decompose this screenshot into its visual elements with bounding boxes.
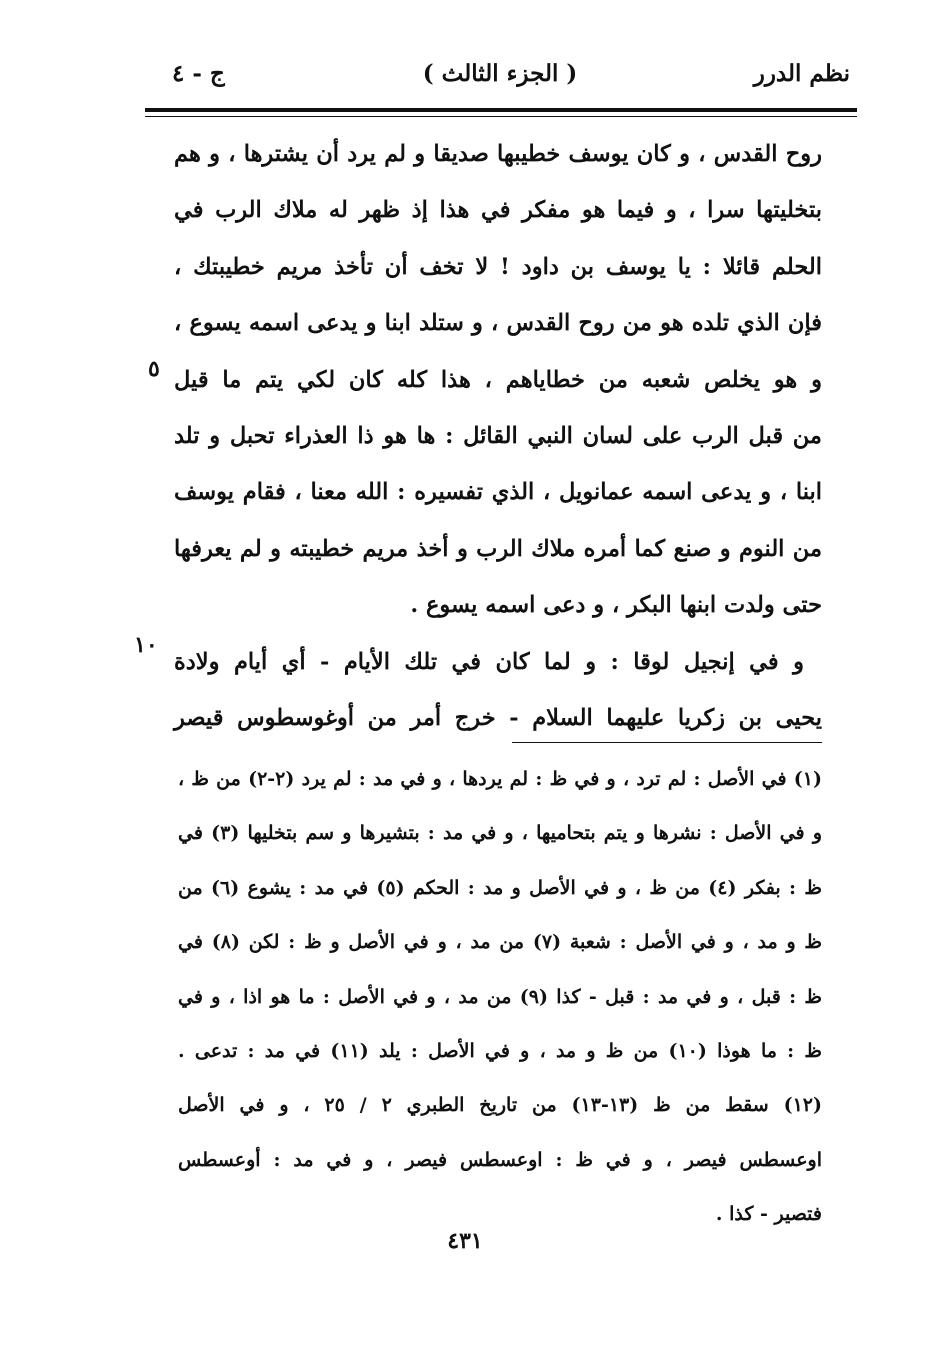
text-line: و في إنجيل لوقا : و لما كان في تلك الأيام - أي أيام ولادة xyxy=(174,648,804,675)
footnote-line: و في الأصل : نشرها و يتم بتحاميها ، و في مد : بتشيرها و سم بتخليها (٣) في xyxy=(178,822,822,845)
volume-number: ج - ٤ xyxy=(172,60,225,87)
book-title: نظم الدرر xyxy=(753,60,850,87)
text-line: من النوم و صنع كما أمره ملاك الرب و أخذ مريم خطيبته و لم يعرفها xyxy=(174,535,822,562)
footnote-line: ظ : ما هوذا (١٠) من ظ و مد ، و في الأصل : يلد (١١) في مد : تدعى . xyxy=(178,1039,822,1062)
text-line: ابنا ، و يدعى اسمه عمانويل ، الذي تفسيره : الله معنا ، فقام يوسف xyxy=(174,479,822,506)
header-rule-thick xyxy=(145,108,857,112)
text-line: الحلم قائلا : يا يوسف بن داود ! لا تخف أن تأخذ مريم خطيبتك ، xyxy=(174,253,822,280)
text-line: روح القدس ، و كان يوسف خطيبها صديقا و لم يرد أن يشترها ، و هم xyxy=(174,141,822,167)
text-line: و هو يخلص شعبه من خطاياهم ، هذا كله كان لكي يتم ما قيل xyxy=(174,366,822,393)
footnote-line: فتصير - كذا . xyxy=(715,1203,822,1226)
footnote-line: ظ و مد ، و في الأصل : شعبة (٧) من مد ، و في الأصل و ظ : لكن (٨) في xyxy=(178,931,822,954)
footnote-separator xyxy=(512,742,822,743)
footnote-line: اوعسطس فيصر ، و في ظ : اوعسطس فيصر ، و في مد : أوعسطس xyxy=(178,1148,822,1171)
main-text xyxy=(174,126,822,746)
text-line: يحيى بن زكريا عليهما السلام - خرج أمر من أوغوسطوس قيصر xyxy=(174,704,822,731)
text-line: حتى ولدت ابنها البكر ، و دعى اسمه يسوع . xyxy=(410,592,822,619)
footnote-line: (١٢) سقط من ظ (١٣-١٣) من تاريخ الطبري ٢ / ٢٥ ، و في الأصل xyxy=(178,1094,823,1117)
line-number-5: ٥ xyxy=(148,356,160,382)
footnote-line: ظ : بفكر (٤) من ظ ، و في الأصل و مد : الحكم (٥) في مد : يشوع (٦) من xyxy=(178,876,822,899)
text-line: فإن الذي تلده هو من روح القدس ، و ستلد ابنا و يدعى اسمه يسوع ، xyxy=(174,310,822,337)
text-line: بتخليتها سرا ، و فيما هو مفكر في هذا إذ ظهر له ملاك الرب في xyxy=(174,197,822,224)
header-rule-thin xyxy=(145,116,857,117)
text-line: من قبل الرب على لسان النبي القائل : ها هو ذا العذراء تحبل و تلد xyxy=(174,422,822,449)
footnote-line: ظ : قبل ، و في مد : قبل - كذا (٩) من مد ، و في الأصل : ما هو اذا ، و في xyxy=(178,985,822,1008)
page-number: ٤٣١ xyxy=(447,1228,483,1254)
line-number-10: ١٠ xyxy=(134,632,158,658)
footnotes xyxy=(178,752,822,1242)
running-header xyxy=(150,60,850,100)
footnote-line: (١) في الأصل : لم ترد ، و في ظ : لم يردها ، و في مد : لم يرد (٢-٢) من ظ ، xyxy=(178,768,822,790)
part-title: ( الجزء الثالث ) xyxy=(422,60,578,87)
